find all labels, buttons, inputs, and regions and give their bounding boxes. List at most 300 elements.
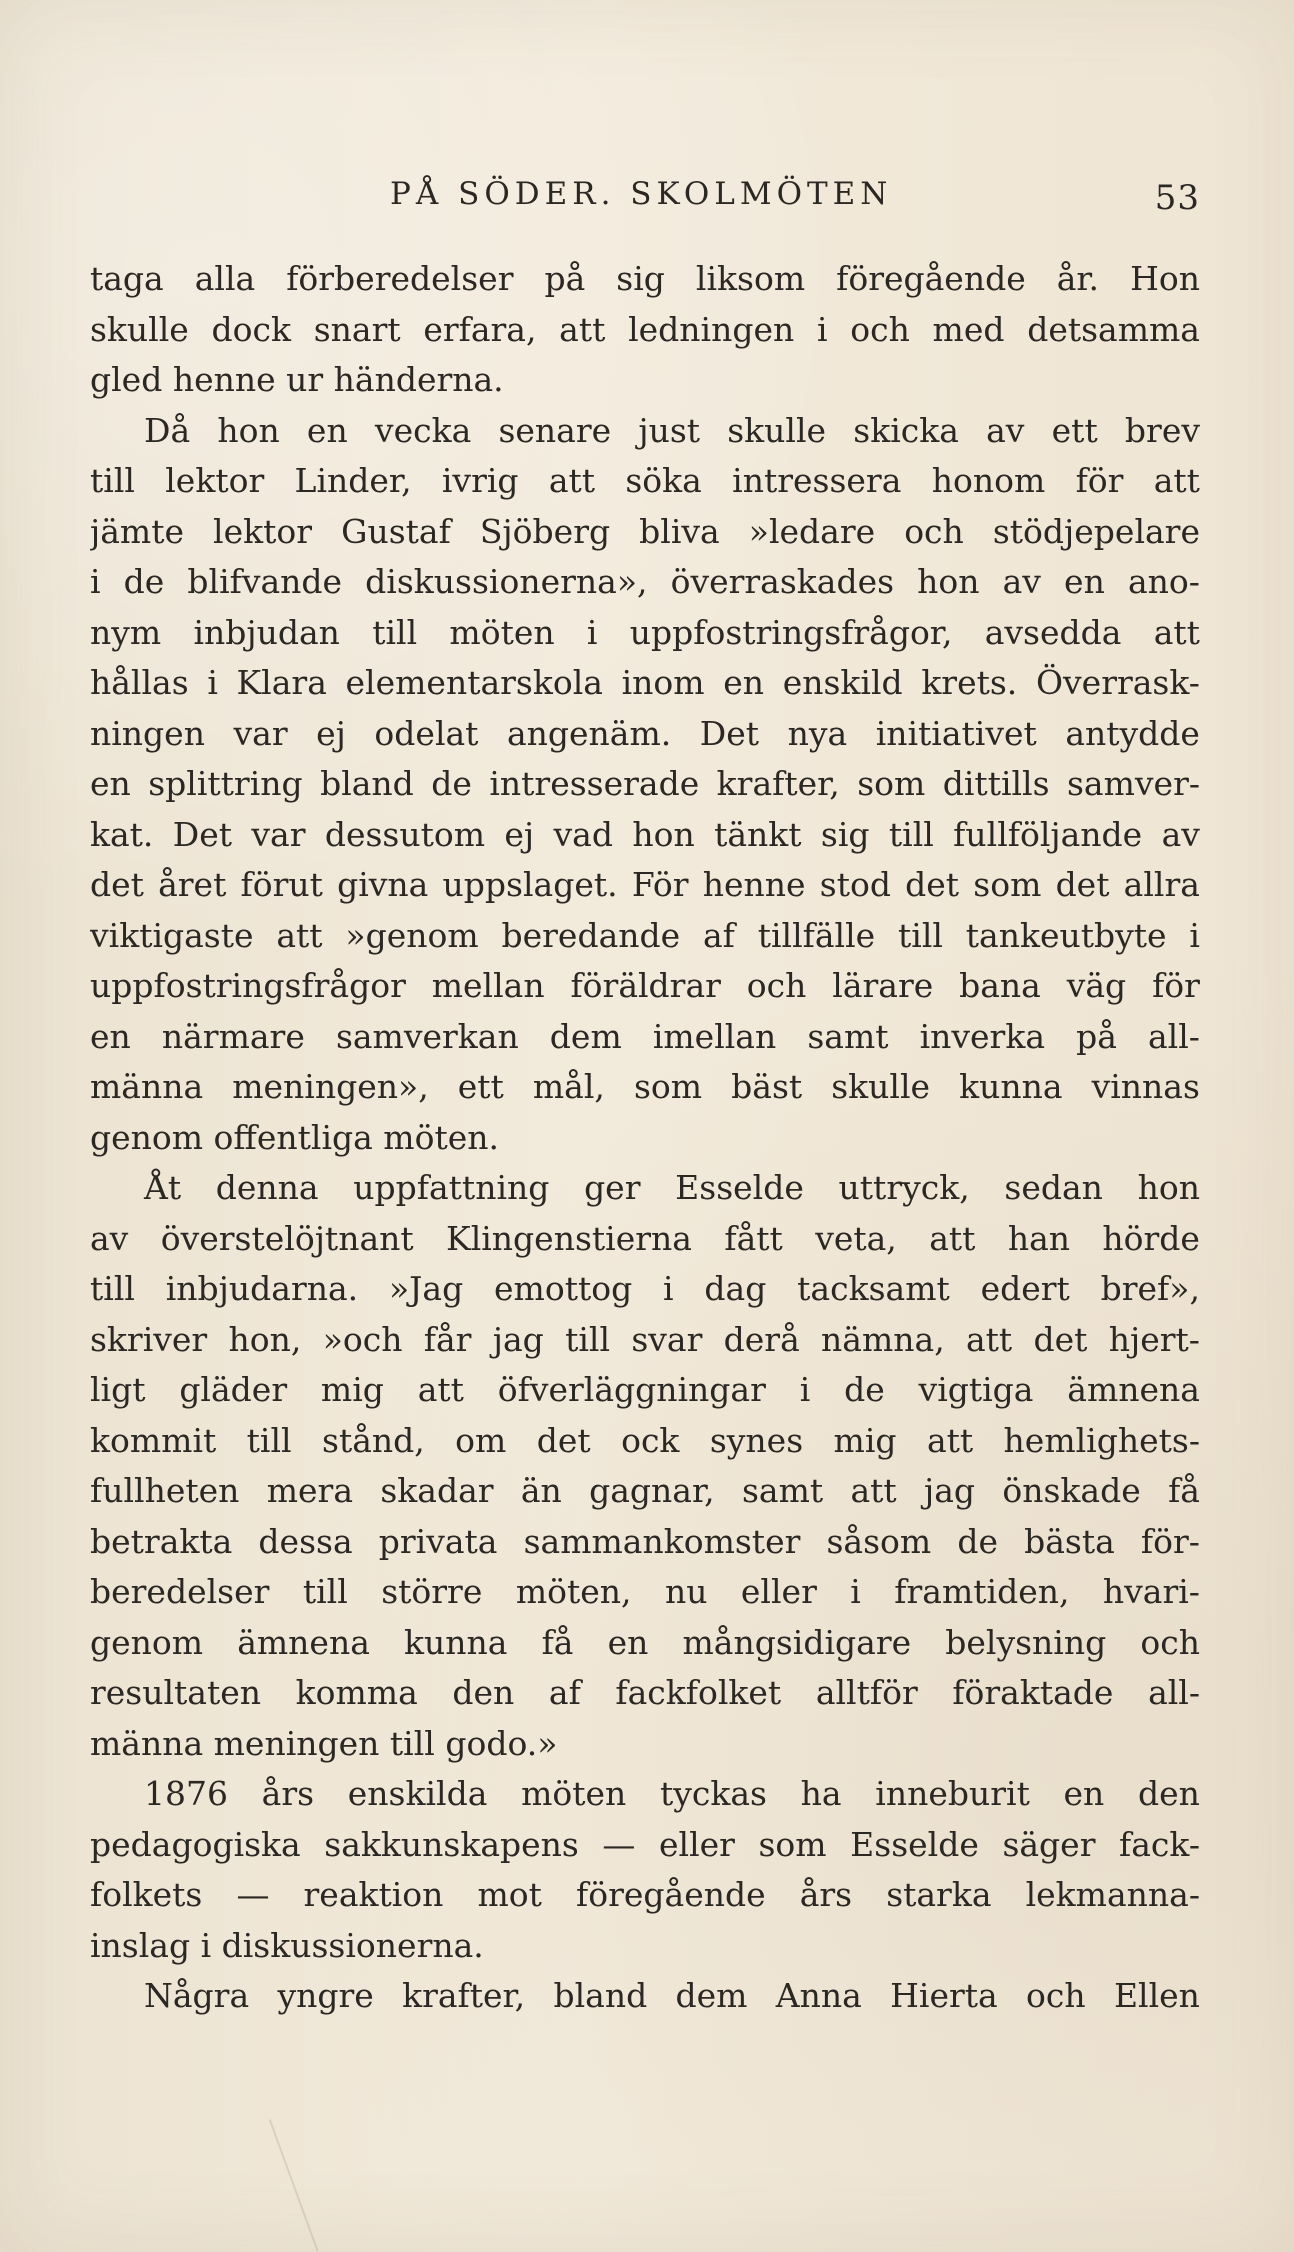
text-line (90, 1618, 1200, 1669)
word: som (973, 865, 1042, 904)
word: var (233, 713, 288, 753)
word: ett (457, 1067, 504, 1106)
word: på (544, 259, 586, 298)
word: mig (833, 1420, 897, 1460)
word: ämnena (237, 1622, 370, 1662)
word: att (548, 461, 596, 500)
word: eller (658, 1824, 735, 1864)
word: Åt (144, 1168, 182, 1207)
word: han (1007, 1218, 1070, 1258)
word: fått (724, 1218, 783, 1258)
text-line (90, 1820, 1200, 1871)
word: vigtiga (918, 1370, 1034, 1409)
word: dock (211, 309, 292, 349)
word: dessa (258, 1521, 353, 1561)
word: ha (800, 1774, 842, 1813)
word: uttryck, (838, 1168, 970, 1207)
word: än (520, 1471, 562, 1510)
word: ock (621, 1420, 680, 1460)
text-line (90, 1214, 1200, 1265)
word: söka (625, 461, 702, 500)
word: edert (980, 1269, 1070, 1308)
word: hvari- (1102, 1572, 1200, 1611)
text-line (90, 507, 1200, 558)
word: af (548, 1673, 581, 1712)
word: nu (664, 1572, 708, 1611)
word: intresserade (489, 764, 700, 803)
word: och (1140, 1622, 1200, 1662)
word: hemlighets- (1003, 1420, 1200, 1460)
word: folkets (90, 1875, 203, 1914)
word: föraktade (952, 1673, 1114, 1712)
word: hon (917, 562, 980, 601)
text-line (90, 1062, 1200, 1113)
word: inbjudarna. (165, 1269, 359, 1308)
word: i (663, 1269, 674, 1308)
word: och (1026, 1976, 1086, 2015)
word: skulle (831, 1067, 931, 1106)
word: enskilda (347, 1774, 488, 1813)
word: fack- (1119, 1824, 1200, 1864)
word: inom (621, 663, 705, 702)
word: jag (492, 1319, 544, 1359)
word: den (452, 1673, 515, 1712)
text-line (90, 1264, 1200, 1315)
word: av (1161, 814, 1200, 854)
text-line (90, 608, 1200, 659)
word: odelat (374, 713, 479, 753)
word: lekmanna- (1025, 1875, 1200, 1914)
word: till (888, 814, 934, 854)
word: sig (616, 259, 665, 298)
text-line (90, 1971, 1200, 2022)
word: sig (820, 814, 870, 854)
text-line (90, 911, 1200, 962)
word: starka (886, 1875, 992, 1914)
word: männa meningen till godo.» (90, 1723, 558, 1763)
text-line (90, 1466, 1200, 1517)
word: gläder (179, 1370, 288, 1409)
word: beredelser (90, 1572, 270, 1611)
text-line (90, 1921, 1200, 1972)
word: till (565, 1319, 611, 1359)
word: brev (1124, 410, 1200, 450)
word: eller (740, 1572, 817, 1611)
word: — (602, 1824, 636, 1864)
word: samver- (1067, 764, 1200, 803)
word: bland (320, 764, 414, 803)
word: hon, (228, 1319, 302, 1359)
word: fullföljande (953, 814, 1143, 854)
page-number: 53 (1154, 178, 1200, 218)
word: föregående (836, 259, 1026, 298)
word: komma (295, 1673, 418, 1712)
word: viktigaste (90, 915, 254, 955)
word: tänkt (714, 814, 802, 854)
word: mot (477, 1875, 542, 1914)
text-line (90, 658, 1200, 709)
word: mera (266, 1471, 354, 1510)
text-line (90, 810, 1200, 861)
word: ej (504, 814, 535, 854)
word: det (1033, 1319, 1088, 1359)
word: all- (1147, 1016, 1200, 1056)
word: ämnena (1067, 1370, 1200, 1409)
word: svar (631, 1319, 703, 1359)
word: nämna, (821, 1319, 945, 1359)
word: ivrig (441, 461, 519, 500)
word: bland (553, 1976, 648, 2015)
word: gagnar, (589, 1471, 715, 1510)
word: dessutom (324, 814, 486, 854)
word: år. (1056, 259, 1100, 298)
word: meningen», (232, 1067, 429, 1106)
word: förut (240, 865, 323, 904)
word: tyckas (659, 1774, 767, 1813)
word: inneburit (875, 1774, 1030, 1813)
text-line (90, 1416, 1200, 1467)
word: Klara (236, 663, 327, 702)
word: att (1153, 612, 1200, 652)
word: erfara, (423, 309, 537, 349)
paper-crease-mark (269, 2088, 403, 2251)
word: givna (337, 865, 429, 904)
text-line (90, 557, 1200, 608)
word: mångsidigare (682, 1622, 912, 1662)
word: får (423, 1319, 472, 1359)
word: derå (723, 1319, 800, 1359)
word: framtiden, (894, 1572, 1070, 1611)
word: det (905, 865, 960, 904)
word: års (261, 1774, 315, 1813)
word: i (850, 1572, 861, 1611)
word: överraskades (670, 562, 895, 601)
word: veta, (815, 1218, 897, 1258)
word: bana (959, 966, 1041, 1005)
word: taga (90, 259, 164, 298)
text-line (90, 1668, 1200, 1719)
word: Esselde (675, 1168, 804, 1207)
text-line (90, 1769, 1200, 1820)
word: samt (741, 1471, 824, 1510)
text-line (90, 1315, 1200, 1366)
word: honom (931, 461, 1046, 500)
word: stod (819, 865, 891, 904)
word: en (1064, 562, 1105, 601)
word: elementarskola (345, 663, 603, 702)
word: privata (378, 1521, 498, 1561)
text-line (90, 355, 1200, 406)
word: synes (709, 1420, 804, 1460)
word: bref», (1100, 1269, 1200, 1308)
word: i (90, 562, 101, 601)
word: det (536, 1420, 591, 1460)
word: föregående (576, 1875, 766, 1914)
word: blifvande (187, 562, 343, 601)
word: nya (787, 713, 848, 753)
word: vinnas (1091, 1067, 1200, 1106)
word: få (1168, 1471, 1200, 1510)
word: för (1075, 461, 1124, 500)
word: alla (194, 259, 256, 298)
word: ano- (1127, 562, 1200, 601)
word: stödjepelare (992, 511, 1200, 551)
word: intressera (732, 461, 902, 500)
word: hon (632, 814, 695, 854)
word: jämte (90, 511, 184, 551)
word: av (90, 1218, 129, 1258)
word: hjert- (1108, 1319, 1200, 1359)
word: männa (90, 1067, 204, 1106)
text-line (90, 1163, 1200, 1214)
word: liksom (695, 259, 806, 298)
text-line (90, 709, 1200, 760)
word: inbjudan (193, 612, 340, 652)
word: om (455, 1420, 507, 1460)
word: till (90, 1269, 135, 1308)
word: lektor (165, 461, 265, 500)
word: enskild (782, 663, 903, 702)
word: »och (322, 1319, 403, 1359)
word: denna (215, 1168, 319, 1207)
word: Anna (775, 1976, 862, 2015)
word: i (586, 612, 598, 652)
word: krets. (921, 663, 1018, 702)
word: väg (1066, 966, 1127, 1005)
page-header (90, 174, 1200, 228)
word: till (90, 461, 135, 500)
word: av (1002, 562, 1041, 601)
word: Gustaf (341, 511, 451, 551)
word: mellan (431, 966, 545, 1005)
word: ett (1051, 410, 1098, 450)
word: »ledare (748, 511, 876, 551)
word: att (559, 309, 606, 349)
text-line (90, 1517, 1200, 1568)
word: uppfattning (353, 1168, 550, 1207)
word: tankeutbyte (965, 915, 1167, 955)
word: dittills (942, 764, 1050, 803)
word: lektor (213, 511, 313, 551)
text-line (90, 1719, 1200, 1770)
word: pedagogiska (90, 1824, 301, 1864)
word: att (929, 1218, 976, 1258)
word: skriver (90, 1319, 208, 1359)
word: Det (172, 814, 233, 854)
word: en (607, 1622, 649, 1662)
word: fullheten (90, 1471, 240, 1510)
word: överstelöjtnant (160, 1218, 414, 1258)
word: reaktion (303, 1875, 444, 1914)
word: skadar (380, 1471, 494, 1510)
text-line (90, 254, 1200, 305)
word: Det (699, 713, 760, 753)
word: all- (1148, 1673, 1200, 1712)
word: initiativet (875, 713, 1037, 753)
word: inslag i diskussionerna. (90, 1925, 484, 1965)
word: större (381, 1572, 483, 1611)
word: kunna (404, 1622, 508, 1662)
word: Då (144, 410, 191, 450)
word: allra (1123, 865, 1200, 904)
word: uppfostringsfrågor (90, 966, 406, 1005)
word: en (90, 764, 131, 803)
text-line (90, 1870, 1200, 1921)
word: en (723, 663, 765, 702)
word: Hierta (890, 1976, 998, 2015)
word: »genom (345, 915, 479, 955)
word: resultaten (90, 1673, 262, 1712)
word: det (90, 865, 144, 904)
word: Överrask- (1035, 663, 1200, 702)
word: och (904, 511, 964, 551)
word: ligt (90, 1370, 146, 1409)
word: hon (1137, 1168, 1200, 1207)
word: alltför (815, 1673, 918, 1712)
word: det (1055, 865, 1110, 904)
word: betrakta (90, 1521, 233, 1561)
word: sammankomster (523, 1521, 801, 1561)
word: av (986, 410, 1025, 450)
word: närmare (161, 1016, 305, 1056)
word: samverkan (335, 1016, 519, 1056)
word: af (703, 915, 735, 955)
word: emottog (494, 1269, 633, 1308)
word: ej (316, 713, 346, 753)
word: antydde (1065, 713, 1200, 753)
word: en (90, 1016, 131, 1056)
word: som (758, 1824, 827, 1864)
word: säger (1002, 1824, 1096, 1864)
word: splittring (148, 764, 303, 803)
word: de (844, 1370, 885, 1409)
word: senare (498, 410, 612, 450)
word: var (251, 814, 306, 854)
word: att (276, 915, 323, 955)
word: nym (90, 612, 162, 652)
word: för- (1140, 1521, 1200, 1561)
word: att (965, 1319, 1013, 1359)
word: att (850, 1471, 897, 1510)
word: bäst (731, 1067, 803, 1106)
word: som (633, 1067, 703, 1106)
word: beredande (501, 915, 681, 955)
word: de (123, 562, 165, 601)
word: samt (807, 1016, 889, 1056)
text-line (90, 1113, 1200, 1164)
word: möten (449, 612, 555, 652)
word: bliva (639, 511, 720, 551)
word: vad (553, 814, 613, 854)
word: Några (144, 1976, 250, 2015)
word: belysning (945, 1622, 1107, 1662)
text-line (90, 759, 1200, 810)
word: bästa (1024, 1521, 1115, 1561)
word: kommit (90, 1420, 217, 1460)
word: i (1189, 915, 1200, 955)
word: inverka (919, 1016, 1046, 1056)
word: henne (702, 865, 806, 904)
word: vecka (374, 410, 472, 450)
text-line (90, 305, 1200, 356)
word: skicka (853, 410, 959, 450)
word: dem (549, 1016, 622, 1056)
word: genom (90, 1622, 204, 1662)
word: ledningen (628, 309, 795, 349)
word: som (857, 764, 926, 803)
word: Esselde (850, 1824, 979, 1864)
word: Sjöberg (479, 511, 611, 551)
word: dag (704, 1269, 767, 1308)
word: mig (320, 1370, 384, 1409)
word: detsamma (1027, 309, 1200, 349)
word: möten, (515, 1572, 632, 1611)
word: snart (313, 309, 401, 349)
word: få (541, 1622, 574, 1662)
word: jag (923, 1471, 976, 1510)
word: ger (584, 1168, 641, 1207)
word: kunna (959, 1067, 1063, 1106)
word: och (850, 309, 910, 349)
word: avsedda (984, 612, 1122, 652)
text-line (90, 1365, 1200, 1416)
word: såsom (826, 1521, 932, 1561)
word: en (1063, 1774, 1105, 1813)
word: att (417, 1370, 464, 1409)
word: Linder, (294, 461, 412, 500)
word: föräldrar (570, 966, 721, 1005)
word: möten (521, 1774, 627, 1813)
text-line (90, 1567, 1200, 1618)
word: stånd, (322, 1420, 425, 1460)
word: de (957, 1521, 998, 1561)
word: i (207, 663, 218, 702)
running-title: PÅ SÖDER. SKOLMÖTEN (390, 176, 893, 212)
body-text (90, 254, 1200, 2022)
word: i (816, 309, 828, 349)
word: önskade (1002, 1471, 1141, 1510)
word: till (302, 1572, 348, 1611)
word: För (631, 865, 689, 904)
word: att (1153, 461, 1200, 500)
word: Ellen (1113, 1976, 1200, 2015)
word: gled henne ur händerna. (90, 360, 504, 399)
word: en (306, 410, 348, 450)
word: krafter, (716, 764, 840, 803)
word: sedan (1004, 1168, 1103, 1207)
word: till (372, 612, 418, 652)
word: tacksamt (797, 1269, 950, 1308)
word: med (932, 309, 1005, 349)
word: tillfälle (757, 915, 876, 955)
word: hållas (90, 663, 189, 702)
word: skulle (90, 309, 189, 349)
text-line (90, 961, 1200, 1012)
word: yngre (277, 1976, 374, 2015)
word: skulle (727, 410, 827, 450)
word: hon (217, 410, 280, 450)
word: och (746, 966, 807, 1005)
word: till (898, 915, 943, 955)
word: just (638, 410, 701, 450)
word: för (1152, 966, 1200, 1005)
word: års (799, 1875, 853, 1914)
word: — (236, 1875, 270, 1914)
word: till (246, 1420, 292, 1460)
word: öfverläggningar (497, 1370, 766, 1409)
word: sakkunskapens (324, 1824, 579, 1864)
word: året (158, 865, 227, 904)
